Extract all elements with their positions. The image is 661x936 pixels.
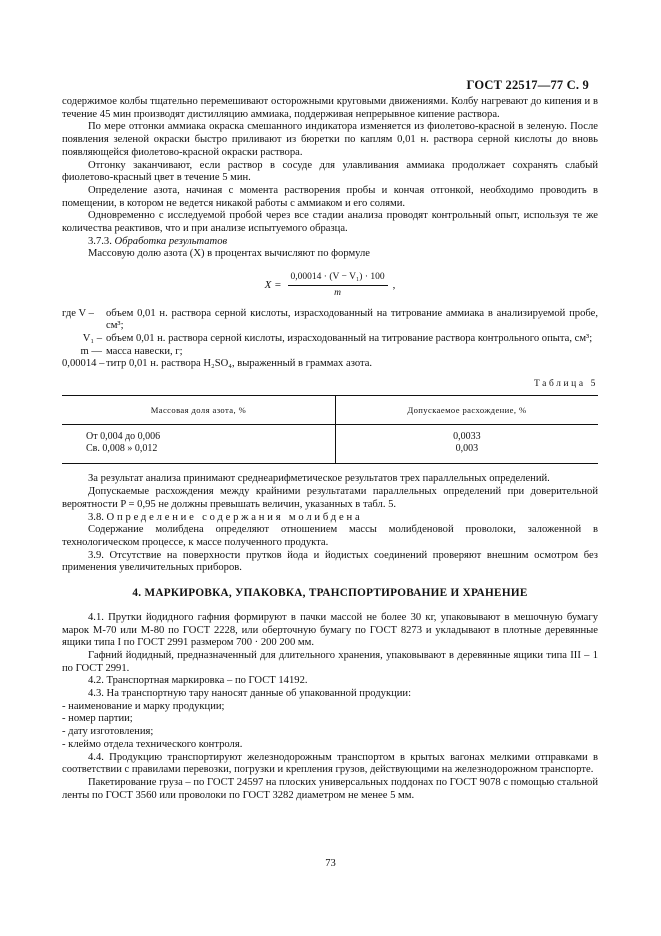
definition-symbol: V₁ – xyxy=(82,332,102,344)
nitrogen-formula xyxy=(62,271,598,299)
section-number: 3.7.3. xyxy=(88,235,112,247)
section-title: Определение содержания молибдена xyxy=(106,511,363,523)
table-cell: 0,003 xyxy=(335,443,598,464)
paragraph-distillation-end: Отгонку заканчивают, если раствор в сосуде для улавливания аммиака продолжает сохранять слабый фиолетово-красный цвет в течение 5 мин. xyxy=(62,159,598,184)
definition-row xyxy=(62,333,598,346)
table-caption: Таблица 5 xyxy=(533,379,598,390)
paragraph-flask-heating: содержимое колбы тщательно перемешивают осторожными круговыми движениями. Колбу нагревают до кипения и в течение 45 мин производят дистилляцию аммиака, поддерживая непрерывное кипение раствора. xyxy=(62,96,598,120)
section-number: 3.8. xyxy=(88,511,104,523)
paragraph-4-1-storage: Гафний йодидный, предназначенный для длительного хранения, упаковывают в деревянные ящики типа III – 1 по ГОСТ 2991. xyxy=(62,649,598,674)
tolerance-table xyxy=(62,395,598,465)
definition-row xyxy=(62,346,598,359)
paragraph-tolerances: Допускаемые расхождения между крайними результатами параллельных определений при доверительной вероятности P = 0,95 не должны превышать величин, указанных в табл. 5. xyxy=(62,486,598,510)
list-item: - клеймо отдела технического контроля. xyxy=(62,738,243,750)
section-title: Обработка результатов xyxy=(114,235,228,247)
formula-fraction xyxy=(288,271,388,299)
paragraph-indicator-color: По мере отгонки аммиака окраска смешанного индикатора изменяется из фиолетово-красной в зеленую. После появления зеленой окраски быстро приливают из бюретки по каплям 0,01 н. раствора серной кислоты до вновь появляющейся фиолетово-красной окраски раствора. xyxy=(62,121,598,158)
paragraph-control-experiment: Одновременно с исследуемой пробой через все стадии анализа проводят контрольный опыт, используя те же количества реактивов, что и при анализе испытуемого образца. xyxy=(62,210,598,235)
page-content xyxy=(62,96,598,802)
definition-symbol: m — xyxy=(80,345,102,357)
paragraph-nitrogen-conditions: Определение азота, начиная с момента растворения пробы и кончая отгонкой, необходимо проводить в помещении, в котором не ведется никакой работы с аммиаком и его солями. xyxy=(62,184,598,209)
table-header-tolerance: Допускаемое расхождение, % xyxy=(335,395,598,425)
section-heading-3-8 xyxy=(62,512,598,525)
formula-denominator: m xyxy=(334,287,341,298)
formula-lhs: X = xyxy=(264,278,282,291)
definition-row xyxy=(62,308,598,333)
list-item: - наименование и марку продукции; xyxy=(62,700,225,712)
formula-definitions xyxy=(62,308,598,372)
paragraph-4-2: 4.2. Транспортная маркировка – по ГОСТ 14192. xyxy=(88,675,308,687)
table-row xyxy=(62,443,598,464)
list-item: - номер партии; xyxy=(62,713,133,725)
table-header-mass-fraction: Массовая доля азота, % xyxy=(62,395,335,425)
running-header: ГОСТ 22517—77 С. 9 xyxy=(466,78,589,92)
paragraph-iodine-check: 3.9. Отсутствие на поверхности прутков йода и йодистых соединений проверяют внешним осмотром без применения увеличительных приборов. xyxy=(62,549,598,574)
paragraph-4-1: 4.1. Прутки йодидного гафния формируют в пачки массой не более 30 кг, упаковывают в мешочную бумагу марок М-70 или М-80 по ГОСТ 2228, или оберточную бумагу по ГОСТ 8273 и укладывают в плотные деревянные ящики типа I по ГОСТ 2991 размером 700 · 200 200 мм. xyxy=(62,611,598,649)
page-number: 73 xyxy=(325,858,336,869)
definition-text: масса навески, г; xyxy=(106,345,183,357)
paragraph-result: За результат анализа принимают среднеарифметическое результатов трех параллельных определений. xyxy=(88,473,550,485)
definition-text: объем 0,01 н. раствора серной кислоты, израсходованный на титрование аммиака в анализируемой пробе, см³; xyxy=(106,307,598,332)
definition-text: титр 0,01 н. раствора H₂SO₄, выраженный в граммах азота. xyxy=(106,358,373,370)
definition-symbol: 0,00014 – xyxy=(62,358,105,370)
table-cell: 0,0033 xyxy=(453,431,481,443)
paragraph-packaging: Пакетирование груза – по ГОСТ 24597 на плоских универсальных поддонах по ГОСТ 9078 с помощью стальной ленты по ГОСТ 3560 или проволоки по ГОСТ 3282 диаметром не менее 5 мм. xyxy=(62,776,598,801)
formula-trailing-comma: , xyxy=(392,278,396,291)
list-item: - дату изготовления; xyxy=(62,726,154,738)
paragraph-formula-intro: Массовую долю азота (X) в процентах вычисляют по формуле xyxy=(88,248,370,260)
table-header-row xyxy=(62,395,598,425)
table-cell: От 0,004 до 0,006 xyxy=(62,425,335,444)
section-heading-3-7-3 xyxy=(62,236,598,249)
paragraph-4-4: 4.4. Продукцию транспортируют железнодорожным транспортом в крытых вагонах мелкими отправками в соответствии с правилами перевозки, погрузки и крепления грузов, действующими на железнодорожном транспорте. xyxy=(62,751,598,776)
definition-symbol: где V – xyxy=(62,307,94,319)
section-4-title: 4. МАРКИРОВКА, УПАКОВКА, ТРАНСПОРТИРОВАНИЕ И ХРАНЕНИЕ xyxy=(132,587,528,600)
definition-text: объем 0,01 н. раствора серной кислоты, израсходованный на титрование раствора контрольного опыта, см³; xyxy=(106,332,593,344)
table-row xyxy=(62,425,598,444)
table-cell: Св. 0,008 » 0,012 xyxy=(62,443,335,464)
formula-numerator: 0,00014 · (V − V₁) · 100 xyxy=(288,271,388,286)
paragraph-4-3: 4.3. На транспортную тару наносят данные об упакованной продукции: xyxy=(88,688,412,700)
paragraph-molybdenum: Содержание молибдена определяют отношением массы молибденовой проволоки, заложенной в технологическом процессе, к массе полученного продукта. xyxy=(62,524,598,548)
definition-row xyxy=(62,358,598,371)
